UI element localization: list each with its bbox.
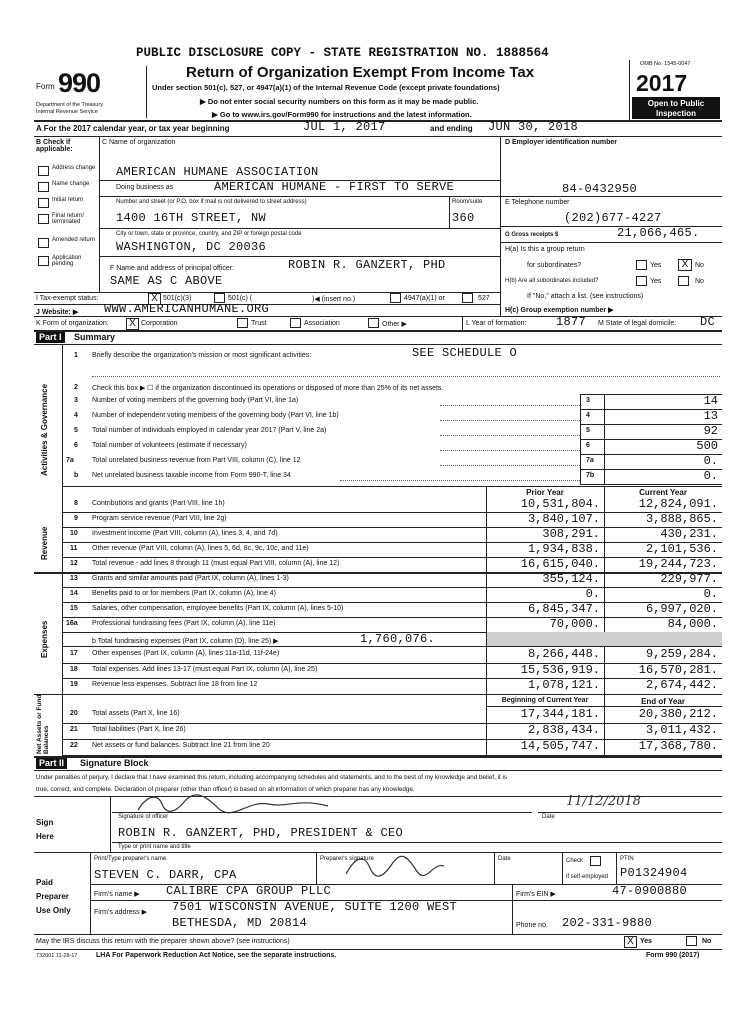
part-i-label: Part I	[36, 332, 65, 343]
fin-line-text: Professional fundraising fees (Part IX, column (A), line 11e)	[92, 620, 276, 627]
form-subtitle: Under section 501(c), 527, or 4947(a)(1) of the Internal Revenue Code (except private foundations)	[152, 83, 500, 92]
gov-line-text: Number of independent voting members of the governing body (Part VI, line 1b)	[92, 412, 339, 419]
org-trust-label: Trust	[251, 320, 267, 327]
firm-name-label: Firm's name ▶	[94, 891, 140, 898]
website-label: J Website: ▶	[36, 309, 79, 316]
tax-year-end: JUN 30, 2018	[488, 120, 579, 134]
fin-line-number: 19	[70, 681, 78, 688]
check-applicable-box[interactable]	[38, 214, 49, 224]
officer-address: SAME AS C ABOVE	[110, 274, 223, 288]
gov-line-text: Total unrelated business revenue from Part VIII, column (C), line 12	[92, 457, 301, 464]
gov-line-number: 7a	[66, 457, 74, 464]
current-year-value: 0.	[703, 587, 718, 601]
ein-label: D Employer identification number	[505, 139, 618, 146]
status-501c-label: 501(c) (	[228, 295, 253, 302]
fin-line-number: 16a	[66, 620, 78, 627]
fin-line-text: Investment income (Part VIII, column (A), lines 3, 4, and 7d)	[92, 530, 278, 537]
mission-value: SEE SCHEDULE O	[412, 346, 518, 360]
paperwork-notice: LHA For Paperwork Reduction Act Notice, see the separate instructions.	[96, 952, 337, 959]
fin-line-text: Other expenses (Part IX, column (A), lines 11a-11d, 11f-24e)	[92, 650, 280, 657]
fin-line-text: Net assets or fund balances. Subtract line 21 from line 20	[92, 742, 270, 749]
firm-address-1: 7501 WISCONSIN AVENUE, SUITE 1200 WEST	[172, 900, 458, 914]
side-activities-governance: Activities & Governance	[40, 383, 49, 476]
discuss-no-label: No	[702, 938, 712, 945]
org-other-checkbox[interactable]	[368, 318, 379, 328]
gov-line-text: Number of voting members of the governing body (Part VI, line 1a)	[92, 397, 299, 404]
line-a-label: A For the 2017 calendar year, or tax year beginning	[36, 124, 230, 133]
fin-line-number: 22	[70, 742, 78, 749]
fundraising-total: 1,760,076.	[360, 632, 436, 646]
status-501c3-label: 501(c)(3)	[163, 295, 192, 302]
here-label: Here	[36, 832, 54, 841]
prior-year-value: 308,291.	[542, 527, 600, 541]
preparer-signature-label: Preparer's signature	[320, 856, 374, 862]
penalty-text-2: true, correct, and complete. Declaration of preparer (other than officer) is based on all information of which preparer has any knowledge.	[36, 786, 415, 793]
prior-year-header: Prior Year	[526, 488, 564, 497]
current-year-value: 2,674,442.	[645, 678, 718, 692]
state-domicile-value: DC	[700, 315, 716, 329]
part-ii-title: Signature Block	[80, 758, 149, 768]
room-suite: 360	[452, 211, 475, 225]
current-year-header: Current Year	[639, 488, 687, 497]
gov-line-text: Total number of volunteers (estimate if necessary)	[92, 442, 247, 449]
self-employed-label: if self-employed	[566, 874, 609, 880]
preparer-signature	[340, 850, 450, 882]
dba-label: Doing business as	[116, 184, 174, 191]
fin-line-number: 8	[74, 500, 78, 507]
current-year-value: 17,368,780.	[638, 739, 718, 753]
prior-year-value: 0.	[585, 587, 600, 601]
preparer-label: Preparer	[36, 892, 69, 901]
prior-year-value: 1,934,838.	[527, 542, 600, 556]
public-disclosure-line: PUBLIC DISCLOSURE COPY - STATE REGISTRATION NO. 1888564	[136, 46, 549, 60]
beginning-year-header: Beginning of Current Year	[501, 697, 589, 704]
firm-address-2: BETHESDA, MD 20814	[172, 916, 308, 930]
org-corporation-label: Corporation	[141, 320, 178, 327]
tax-year: 2017	[636, 70, 688, 96]
gov-line-value: 500	[696, 439, 718, 453]
ssn-note: ▶ Do not enter social security numbers on this form as it may be made public.	[200, 97, 479, 106]
gov-line-value: 14	[703, 394, 718, 408]
prior-year-value: 1,078,121.	[527, 678, 600, 692]
discuss-yes-label: Yes	[640, 938, 653, 945]
org-name: AMERICAN HUMANE ASSOCIATION	[116, 165, 319, 179]
fin-line-number: 10	[70, 530, 78, 537]
line-1-text: Briefly describe the organization's mission or most significant activities:	[92, 352, 312, 359]
gov-line-text: Net unrelated business taxable income from Form 990-T, line 34	[92, 472, 291, 479]
fin-line-text: Grants and similar amounts paid (Part IX, column (A), lines 1-3)	[92, 575, 289, 582]
discuss-yes-checkbox[interactable]: X	[624, 936, 637, 948]
telephone-value: (202)677-4227	[564, 211, 662, 225]
form-number: 990	[58, 68, 101, 98]
gov-line-value: 13	[703, 409, 718, 423]
org-other-label: Other ▶	[382, 321, 407, 328]
gov-box-number: 6	[586, 442, 590, 449]
status-527-checkbox[interactable]	[462, 293, 473, 303]
fin-line-number: 18	[70, 665, 78, 673]
gov-box-number: 4	[586, 412, 590, 419]
gov-line-number: b	[74, 472, 79, 479]
room-label: Room/suite	[452, 199, 483, 205]
prior-year-value: 2,838,434.	[527, 723, 600, 737]
ptin-label: PTIN	[620, 856, 634, 862]
fin-line-number: 9	[74, 515, 78, 522]
current-year-value: 6,997,020.	[645, 602, 718, 616]
prior-year-value: 14,505,747.	[520, 739, 600, 753]
firm-address-label: Firm's address ▶	[94, 909, 148, 916]
status-4947-checkbox[interactable]	[390, 293, 401, 303]
open-to-public: Open to Public	[647, 99, 705, 108]
check-applicable-label: Amended return	[52, 237, 96, 243]
hb-no-label: No	[695, 278, 704, 285]
tax-year-begin: JUL 1, 2017	[303, 120, 386, 134]
fin-line-text: Contributions and grants (Part VIII, line 1h)	[92, 500, 225, 507]
fin-line-text: Benefits paid to or for members (Part IX, column (A), line 4)	[92, 590, 277, 597]
line-2-number: 2	[74, 384, 78, 391]
sign-label: Sign	[36, 818, 54, 827]
preparer-ptin: P01324904	[620, 866, 688, 880]
part-i-title: Summary	[74, 332, 116, 342]
preparer-date-label: Date	[498, 856, 511, 862]
use-only-label: Use Only	[36, 906, 71, 915]
gross-receipts-value: 21,066,465.	[617, 226, 700, 240]
dept-treasury: Department of the Treasury	[36, 102, 103, 108]
fin-line-number: 15	[70, 605, 78, 612]
insert-no-label: )◀ (insert no.)	[312, 296, 356, 303]
form-word: Form	[36, 82, 55, 91]
prior-year-value: 17,344,181.	[520, 707, 600, 721]
end-year-header: End of Year	[641, 697, 685, 706]
fin-line-text: Total liabilities (Part X, line 26)	[92, 726, 186, 733]
ha-yes-checkbox[interactable]	[636, 260, 647, 270]
status-4947-label: 4947(a)(1) or	[404, 295, 445, 302]
check-applicable-box[interactable]	[38, 256, 49, 266]
prior-year-value: 10,531,804.	[520, 497, 600, 511]
city-label: City or town, state or province, country, and ZIP or foreign postal code	[116, 231, 302, 237]
check-applicable-label: Name change	[52, 181, 90, 187]
phone-label: Phone no.	[516, 922, 548, 929]
section-c-label: C Name of organization	[102, 139, 176, 146]
penalty-text-1: Under penalties of perjury, I declare that I have examined this return, including accompanying schedules and statements, and to the best of my knowledge and belief, it is	[36, 774, 508, 781]
group-return-label: H(a) Is this a group return	[505, 246, 585, 253]
hb-yes-checkbox[interactable]	[636, 276, 647, 286]
ha-yes-label: Yes	[650, 262, 662, 269]
fin-line-text: Salaries, other compensation, employee benefits (Part IX, column (A), lines 5-10)	[92, 605, 344, 612]
part-ii-label: Part II	[36, 758, 67, 769]
subordinates-label: for subordinates?	[527, 262, 582, 269]
gov-line-value: 0.	[703, 469, 718, 483]
org-association-label: Association	[304, 320, 340, 327]
side-net-assets: Net Assets or Fund Balances	[36, 694, 50, 754]
current-year-value: 20,380,212.	[638, 707, 718, 721]
fin-line-text: Other revenue (Part VIII, column (A), lines 5, 6d, 8c, 9c, 10c, and 11e)	[92, 545, 309, 552]
form-footer: Form 990 (2017)	[646, 952, 700, 959]
state-domicile-label: M State of legal domicile:	[598, 320, 677, 327]
fin-line-number: 13	[70, 575, 78, 582]
check-applicable-label: Final return/ terminated	[52, 213, 85, 225]
check-applicable-box[interactable]	[38, 182, 49, 192]
omb-number: OMB No. 1545-0047	[640, 61, 691, 67]
gov-line-number: 6	[74, 442, 78, 449]
gov-line-number: 5	[74, 427, 78, 434]
firm-ein: 47-0900880	[612, 884, 688, 898]
org-trust-checkbox[interactable]	[237, 318, 248, 328]
fin-line-text: Total expenses. Add lines 13-17 (must equal Part IX, column (A), line 25)	[92, 665, 318, 673]
preparer-name: STEVEN C. DARR, CPA	[94, 868, 237, 882]
check-label: Check	[566, 858, 584, 864]
hb-no-checkbox[interactable]	[678, 276, 689, 286]
org-association-checkbox[interactable]	[290, 318, 301, 328]
current-year-value: 9,259,284.	[645, 647, 718, 661]
side-revenue: Revenue	[40, 526, 49, 560]
inspection: Inspection	[655, 109, 696, 118]
prior-year-value: 3,840,107.	[527, 512, 600, 526]
fin-line-number: 17	[70, 650, 78, 657]
check-applicable-label: Initial return	[52, 197, 84, 203]
gov-line-value: 92	[703, 424, 718, 438]
preparer-phone: 202-331-9880	[562, 916, 653, 930]
firm-name: CALIBRE CPA GROUP PLLC	[166, 884, 332, 898]
discuss-no-checkbox[interactable]	[686, 936, 697, 946]
ha-no-checkbox[interactable]: X	[678, 259, 692, 271]
fin-line-text: Total assets (Part X, line 16)	[92, 710, 180, 717]
year-formation-value: 1877	[556, 315, 587, 329]
gov-line-number: 4	[74, 412, 78, 419]
hb-label: H(b) Are all subordinates included?	[505, 278, 599, 284]
gov-box-number: 5	[586, 427, 590, 434]
type-name-label: Type or print name and title	[118, 844, 191, 850]
ein-value: 84-0432950	[562, 182, 638, 196]
hb-note: If "No," attach a list. (see instructions)	[527, 293, 644, 300]
paid-label: Paid	[36, 878, 53, 887]
dba-name: AMERICAN HUMANE - FIRST TO SERVE	[214, 180, 455, 194]
section-b-label: B Check if applicable:	[36, 139, 73, 153]
check-applicable-box[interactable]	[38, 166, 49, 176]
prior-year-value: 355,124.	[542, 572, 600, 586]
current-year-value: 19,244,723.	[638, 557, 718, 571]
officer-label: F Name and address of principal officer:	[110, 265, 234, 272]
website-value: WWW.AMERICANHUMANE.ORG	[104, 302, 270, 316]
check-applicable-box[interactable]	[38, 238, 49, 248]
fin-line-text: Program service revenue (Part VIII, line 2g)	[92, 515, 227, 522]
current-year-value: 430,231.	[660, 527, 718, 541]
line-1-number: 1	[74, 352, 78, 359]
prior-year-value: 15,536,919.	[520, 662, 600, 677]
current-year-value: 84,000.	[667, 617, 718, 631]
current-year-value: 12,824,091.	[638, 497, 718, 511]
prior-year-value: 16,615,040.	[520, 557, 600, 571]
fin-line-number: 21	[70, 726, 78, 733]
current-year-value: 3,011,432.	[645, 723, 718, 737]
ha-no-label: No	[695, 262, 704, 269]
fin-line-number: 11	[70, 545, 78, 552]
street-address: 1400 16TH STREET, NW	[116, 211, 267, 225]
line-2-text: Check this box ▶ ☐ if the organization discontinued its operations or disposed of more than 25% of its net assets.	[92, 385, 444, 392]
status-527-label: 527	[478, 295, 490, 302]
firm-ein-label: Firm's EIN ▶	[516, 891, 556, 898]
prior-year-value: 8,266,448.	[527, 647, 600, 661]
city-state-zip: WASHINGTON, DC 20036	[116, 240, 267, 254]
signature-officer-label: Signature of officer	[118, 814, 169, 820]
status-501c3-checkbox[interactable]: X	[148, 293, 161, 305]
telephone-label: E Telephone number	[505, 199, 570, 206]
current-year-value: 3,888,865.	[645, 512, 718, 526]
check-applicable-label: Application pending	[52, 255, 82, 267]
side-expenses: Expenses	[40, 620, 49, 658]
form-of-org-label: K Form of organization:	[36, 320, 109, 327]
gov-line-text: Total number of individuals employed in calendar year 2017 (Part V, line 2a)	[92, 427, 327, 434]
self-employed-checkbox[interactable]	[590, 856, 601, 866]
instructions-note: ▶ Go to www.irs.gov/Form990 for instructions and the latest information.	[212, 110, 472, 119]
current-year-value: 229,977.	[660, 572, 718, 586]
gross-receipts-label: G Gross receipts $	[505, 232, 559, 238]
date-label: Date	[542, 814, 555, 820]
fin-line-number: 20	[70, 710, 78, 717]
check-applicable-label: Address change	[52, 165, 96, 171]
discuss-question: May the IRS discuss this return with the preparer shown above? (see instructions)	[36, 938, 290, 945]
year-formation-label: L Year of formation:	[466, 320, 527, 327]
gov-box-number: 3	[586, 397, 590, 404]
preparer-name-label: Print/Type preparer's name	[94, 856, 167, 862]
officer-name-title: ROBIN R. GANZERT, PHD, PRESIDENT & CEO	[118, 826, 404, 840]
line-16b-text: b Total fundraising expenses (Part IX, column (D), line 25) ▶	[92, 638, 279, 645]
fin-line-number: 12	[70, 560, 78, 567]
street-label: Number and street (or P.O. box if mail is not delivered to street address)	[116, 199, 307, 205]
hb-yes-label: Yes	[650, 278, 662, 285]
fin-line-text: Total revenue - add lines 8 through 11 (must equal Part VIII, column (A), line 12)	[92, 560, 340, 567]
gov-box-number: 7a	[586, 457, 594, 464]
gov-box-number: 7b	[586, 472, 595, 479]
principal-officer: ROBIN R. GANZERT, PHD	[288, 258, 446, 272]
form-code: 732001 11-28-17	[36, 953, 78, 959]
fin-line-number: 14	[70, 590, 78, 597]
tax-exempt-label: I Tax-exempt status:	[36, 295, 99, 302]
and-ending: and ending	[430, 124, 473, 133]
prior-year-value: 6,845,347.	[527, 602, 600, 616]
fin-line-text: Revenue less expenses. Subtract line 18 from line 12	[92, 681, 258, 688]
signature-date: 11/12/2018	[566, 794, 641, 809]
group-exemption-label: H(c) Group exemption number ▶	[505, 307, 614, 314]
org-corporation-checkbox[interactable]: X	[126, 318, 139, 330]
gov-line-number: 3	[74, 397, 78, 404]
check-applicable-box[interactable]	[38, 198, 49, 208]
gov-line-value: 0.	[703, 454, 718, 468]
irs-label: Internal Revenue Service	[36, 109, 98, 115]
prior-year-value: 70,000.	[549, 617, 600, 631]
current-year-value: 2,101,536.	[645, 542, 718, 556]
current-year-value: 16,570,281.	[638, 662, 718, 677]
form-title: Return of Organization Exempt From Income Tax	[186, 64, 535, 81]
